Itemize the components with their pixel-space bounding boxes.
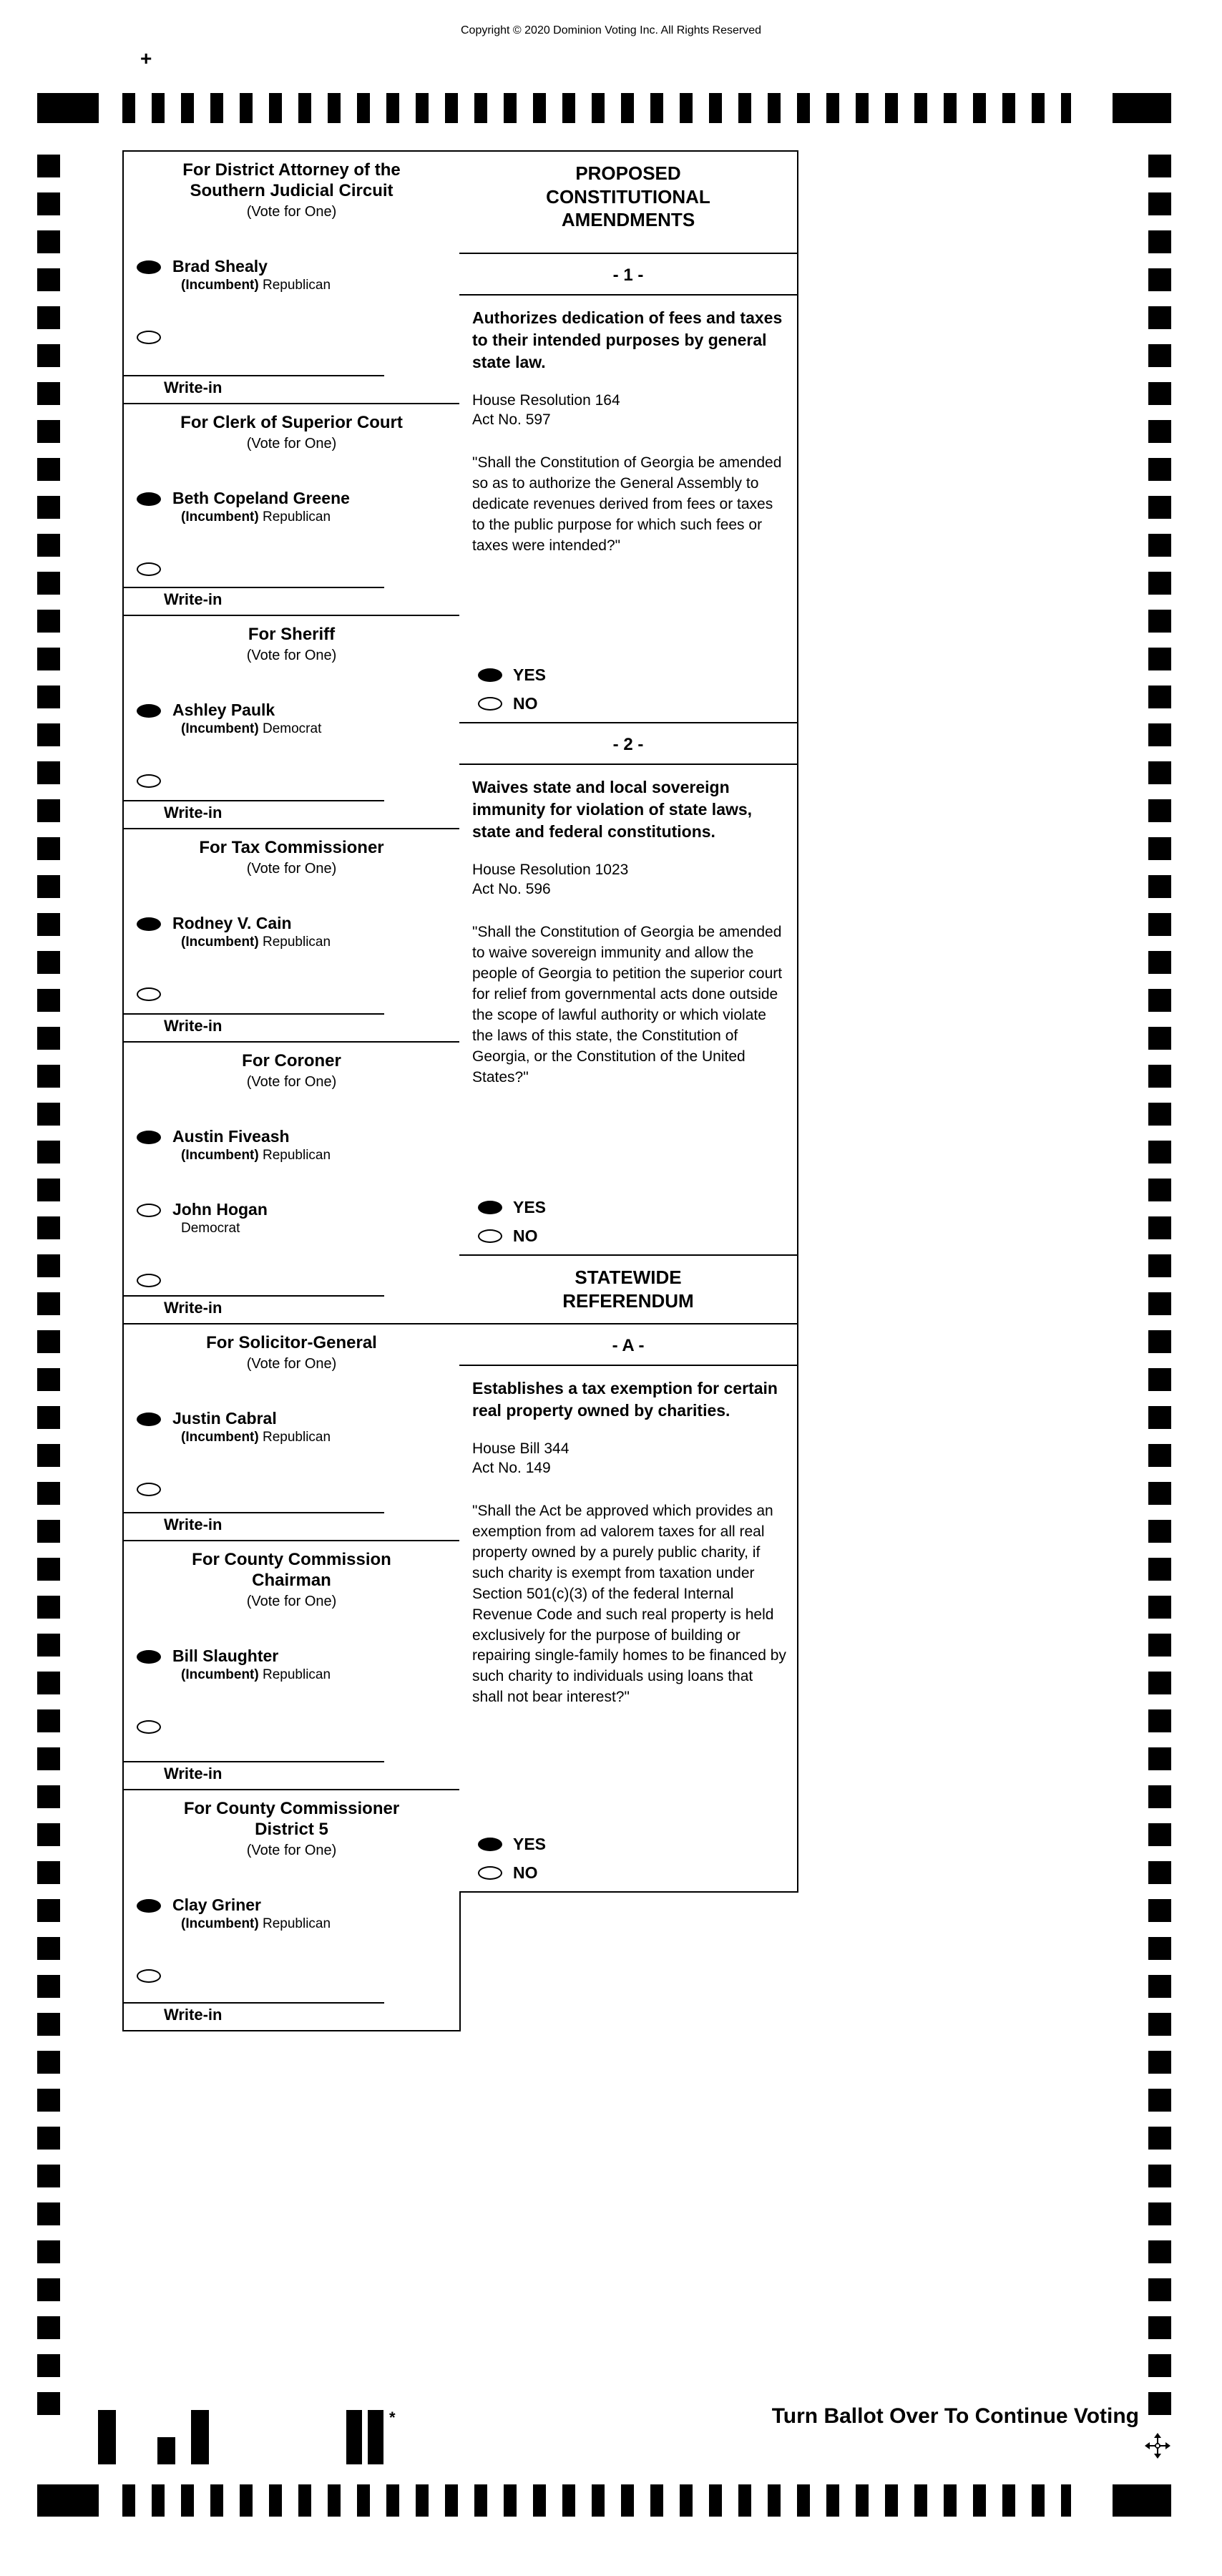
vote-oval-empty[interactable] xyxy=(137,1483,161,1496)
no-oval[interactable] xyxy=(478,697,502,711)
party-label: Republican xyxy=(263,277,331,293)
measure-summary: Waives state and local sovereign immunity for violation of state laws, state and federal constitutions. xyxy=(472,778,753,841)
contest-header xyxy=(124,829,459,877)
measure-amendment-2 xyxy=(459,723,797,1256)
act-line: House Resolution 164 xyxy=(472,392,620,409)
candidate-name: Bill Slaughter xyxy=(172,1646,279,1665)
write-in-oval-row xyxy=(137,1720,459,1734)
no-choice-row xyxy=(478,1226,546,1246)
referendum-header xyxy=(459,1256,797,1324)
vote-oval[interactable] xyxy=(137,492,161,506)
write-in-label: Write-in xyxy=(164,1299,223,1317)
incumbent-label: (Incumbent) xyxy=(181,721,259,737)
yes-oval[interactable] xyxy=(478,1838,502,1851)
header-line: STATEWIDE xyxy=(575,1267,682,1288)
contest-county-commissioner-district-5 xyxy=(124,1790,459,2030)
vote-oval-empty[interactable] xyxy=(137,774,161,788)
contest-district-attorney xyxy=(124,152,459,404)
registration-plus-mark: + xyxy=(140,47,152,69)
candidate-detail xyxy=(181,1221,268,1236)
contest-header xyxy=(124,1541,459,1610)
act-line: House Bill 344 xyxy=(472,1440,570,1458)
measure-question: "Shall the Constitution of Georgia be amended so as to authorize the General Assembly to dedicate revenues derived from fees or taxes to the public purpose for which such fees or taxes were intended?" xyxy=(472,454,782,554)
candidate-name: Austin Fiveash xyxy=(172,1126,290,1146)
ballot-code-bar xyxy=(157,2437,175,2464)
candidate-detail xyxy=(181,509,350,525)
contest-title-line: District 5 xyxy=(255,1819,328,1839)
vote-for-instruction: (Vote for One) xyxy=(246,1593,337,1609)
candidate-name: Rodney V. Cain xyxy=(172,913,292,932)
write-in-oval-row xyxy=(137,774,459,788)
measure-number: - 1 - xyxy=(459,254,797,296)
candidate-row xyxy=(137,489,452,525)
no-label: NO xyxy=(513,694,538,713)
vote-oval-empty[interactable] xyxy=(137,1720,161,1734)
write-in-area xyxy=(124,587,459,615)
contest-county-commission-chairman xyxy=(124,1541,459,1790)
contest-title-line: For County Commissioner xyxy=(183,1799,400,1818)
measure-question: "Shall the Constitution of Georgia be amended to waive sovereign immunity and allow the people of Georgia to petition the superior court for relief from governmental acts done outside the scope of lawful authority or which violate the laws of this state, the Constitution of Georgia, or the Constitution of the United States?" xyxy=(472,923,783,1085)
party-label: Republican xyxy=(263,1916,331,1931)
vote-for-instruction: (Vote for One) xyxy=(246,1842,337,1858)
yes-choice-row xyxy=(478,665,546,685)
measure-choices xyxy=(478,1198,546,1246)
incumbent-label: (Incumbent) xyxy=(181,1430,259,1445)
measure-number: - A - xyxy=(459,1324,797,1366)
measure-question: "Shall the Act be approved which provides an exemption from ad valorem taxes for all real property owned by a purely public charity, if such charity is exempt from taxation under Section 501(c)(3) of the federal Internal Revenue Code and such real property is held exclusively for the purpose of building or repairing single-family homes to be financed by such charity to individuals using loans that shall not bear interest?" xyxy=(472,1502,786,1706)
contest-title-line: For Clerk of Superior Court xyxy=(180,413,403,432)
write-in-oval-row xyxy=(137,1483,459,1496)
vote-for-instruction: (Vote for One) xyxy=(246,1073,337,1090)
ballot-code-bar xyxy=(368,2410,383,2464)
contest-title-line: For Solicitor-General xyxy=(206,1333,377,1352)
write-in-line[interactable] xyxy=(124,800,384,801)
write-in-oval-row xyxy=(137,562,459,576)
yes-label: YES xyxy=(513,665,547,684)
candidate-name: Brad Shealy xyxy=(172,256,268,275)
timing-mark-corner-bottom-right xyxy=(1113,2484,1171,2517)
write-in-area xyxy=(124,800,459,828)
measure-number: - 2 - xyxy=(459,723,797,765)
incumbent-label: (Incumbent) xyxy=(181,935,259,950)
act-line: Act No. 596 xyxy=(472,881,551,898)
amendments-header xyxy=(459,152,797,254)
measure-act xyxy=(459,391,797,430)
no-choice-row xyxy=(478,694,546,713)
timing-marks-left xyxy=(37,155,60,2416)
ballot-code-bar xyxy=(191,2410,209,2464)
measure-referendum-a xyxy=(459,1324,797,1891)
incumbent-label: (Incumbent) xyxy=(181,277,259,293)
vote-oval-empty[interactable] xyxy=(137,562,161,576)
candidate-detail xyxy=(181,1916,331,1932)
measures-column xyxy=(459,150,798,1893)
no-label: NO xyxy=(513,1863,538,1882)
vote-oval-empty[interactable] xyxy=(137,331,161,344)
write-in-area xyxy=(124,1295,459,1323)
contest-header xyxy=(124,616,459,664)
no-choice-row xyxy=(478,1863,546,1883)
measure-summary: Authorizes dedication of fees and taxes to their intended purposes by general state law. xyxy=(472,308,783,372)
contest-header xyxy=(124,404,459,452)
no-oval[interactable] xyxy=(478,1866,502,1880)
no-oval[interactable] xyxy=(478,1229,502,1243)
header-line: REFERENDUM xyxy=(562,1289,694,1312)
candidate-detail xyxy=(181,1148,331,1163)
candidate-row xyxy=(137,914,452,950)
candidate-name: Beth Copeland Greene xyxy=(172,488,350,507)
party-label: Republican xyxy=(263,509,331,525)
no-label: NO xyxy=(513,1226,538,1245)
yes-choice-row xyxy=(478,1835,546,1854)
candidate-detail xyxy=(181,721,321,737)
copyright-notice: Copyright © 2020 Dominion Voting Inc. All Rights Reserved xyxy=(460,24,761,36)
candidate-name: Clay Griner xyxy=(172,1895,261,1914)
write-in-label: Write-in xyxy=(164,804,223,821)
candidate-detail xyxy=(181,935,331,950)
write-in-area xyxy=(124,375,459,403)
write-in-line[interactable] xyxy=(124,587,384,588)
turn-ballot-over-text: Turn Ballot Over To Continue Voting xyxy=(771,2404,1139,2428)
candidate-detail xyxy=(181,1430,331,1445)
yes-label: YES xyxy=(513,1835,547,1853)
contest-sheriff xyxy=(124,616,459,829)
write-in-line[interactable] xyxy=(124,1761,384,1762)
candidate-row xyxy=(137,1201,452,1236)
write-in-oval-row xyxy=(137,1969,459,1983)
contest-header xyxy=(124,1043,459,1091)
write-in-oval-row xyxy=(137,987,459,1001)
act-line: Act No. 149 xyxy=(472,1460,551,1477)
candidate-row xyxy=(137,258,452,293)
write-in-oval-row xyxy=(137,1274,459,1287)
write-in-oval-row xyxy=(137,331,459,344)
write-in-line[interactable] xyxy=(124,1295,384,1297)
write-in-area xyxy=(124,1512,459,1540)
write-in-area xyxy=(124,1013,459,1041)
party-label: Republican xyxy=(263,1148,331,1163)
vote-for-instruction: (Vote for One) xyxy=(246,435,337,452)
vote-oval[interactable] xyxy=(137,260,161,274)
registration-cross-icon xyxy=(1143,2431,1172,2464)
candidate-row xyxy=(137,1410,452,1445)
yes-choice-row xyxy=(478,1198,546,1217)
vote-oval-empty[interactable] xyxy=(137,987,161,1001)
contest-title-line: For District Attorney of the xyxy=(182,160,401,180)
contest-title-line: Chairman xyxy=(252,1570,331,1590)
measure-summary: Establishes a tax exemption for certain real property owned by charities. xyxy=(472,1379,778,1420)
party-label: Republican xyxy=(263,935,331,950)
incumbent-label: (Incumbent) xyxy=(181,1916,259,1931)
vote-oval[interactable] xyxy=(137,1131,161,1144)
contest-title-line: For Tax Commissioner xyxy=(199,838,384,857)
candidate-detail xyxy=(181,278,331,293)
candidate-row xyxy=(137,1128,452,1163)
ballot-code-bar xyxy=(98,2410,116,2464)
vote-oval-empty[interactable] xyxy=(137,1274,161,1287)
candidate-row xyxy=(137,1647,452,1683)
contest-clerk-superior-court xyxy=(124,404,459,616)
vote-for-instruction: (Vote for One) xyxy=(246,203,337,220)
timing-marks-right xyxy=(1148,155,1171,2416)
party-label: Democrat xyxy=(263,721,322,737)
incumbent-label: (Incumbent) xyxy=(181,509,259,525)
contest-header xyxy=(124,1324,459,1372)
write-in-label: Write-in xyxy=(164,1516,223,1533)
vote-oval[interactable] xyxy=(137,1650,161,1664)
write-in-area xyxy=(124,2002,459,2030)
candidate-row xyxy=(137,1896,452,1932)
write-in-label: Write-in xyxy=(164,379,223,396)
act-line: House Resolution 1023 xyxy=(472,862,629,879)
candidate-name: John Hogan xyxy=(172,1200,268,1219)
candidate-name: Ashley Paulk xyxy=(172,700,275,719)
contest-title-line: For Sheriff xyxy=(248,625,336,644)
header-line: PROPOSED xyxy=(575,162,681,184)
contest-title-line: Southern Judicial Circuit xyxy=(190,180,394,200)
vote-for-instruction: (Vote for One) xyxy=(246,860,337,877)
measure-act xyxy=(459,1439,797,1478)
contest-column xyxy=(122,150,461,2031)
write-in-label: Write-in xyxy=(164,1017,223,1035)
vote-oval-empty[interactable] xyxy=(137,1969,161,1983)
ballot-code-bar xyxy=(346,2410,362,2464)
timing-marks-top xyxy=(122,93,1071,123)
yes-oval[interactable] xyxy=(478,668,502,682)
candidate-detail xyxy=(181,1667,331,1683)
header-line: AMENDMENTS xyxy=(561,209,695,230)
write-in-area xyxy=(124,1761,459,1789)
measure-choices xyxy=(478,665,546,713)
contest-title-line: For County Commission xyxy=(192,1550,391,1569)
write-in-label: Write-in xyxy=(164,590,223,608)
vote-oval[interactable] xyxy=(137,1204,161,1217)
contest-header xyxy=(124,152,459,220)
measure-act xyxy=(459,860,797,899)
timing-marks-bottom xyxy=(122,2484,1071,2517)
candidate-name: Justin Cabral xyxy=(172,1408,277,1428)
yes-oval[interactable] xyxy=(478,1201,502,1214)
vote-for-instruction: (Vote for One) xyxy=(246,1355,337,1372)
party-label: Democrat xyxy=(181,1221,240,1236)
timing-mark-corner-bottom-left xyxy=(37,2484,99,2517)
vote-oval[interactable] xyxy=(137,1413,161,1426)
contest-solicitor-general xyxy=(124,1324,459,1541)
timing-mark-corner-top-left xyxy=(37,93,99,123)
write-in-line[interactable] xyxy=(124,375,384,376)
vote-oval[interactable] xyxy=(137,917,161,931)
write-in-label: Write-in xyxy=(164,2006,223,2024)
yes-label: YES xyxy=(513,1198,547,1216)
write-in-label: Write-in xyxy=(164,1765,223,1782)
vote-oval[interactable] xyxy=(137,704,161,718)
party-label: Republican xyxy=(263,1430,331,1445)
incumbent-label: (Incumbent) xyxy=(181,1148,259,1163)
measure-amendment-1 xyxy=(459,254,797,723)
vote-for-instruction: (Vote for One) xyxy=(246,647,337,663)
write-in-line[interactable] xyxy=(124,1013,384,1015)
incumbent-label: (Incumbent) xyxy=(181,1667,259,1682)
write-in-line[interactable] xyxy=(124,2002,384,2004)
act-line: Act No. 597 xyxy=(472,411,551,429)
contest-tax-commissioner xyxy=(124,829,459,1043)
candidate-row xyxy=(137,701,452,737)
contest-title-line: For Coroner xyxy=(242,1051,341,1070)
measure-choices xyxy=(478,1835,546,1883)
write-in-line[interactable] xyxy=(124,1512,384,1513)
party-label: Republican xyxy=(263,1667,331,1682)
timing-mark-corner-top-right xyxy=(1113,93,1171,123)
vote-oval[interactable] xyxy=(137,1899,161,1913)
ballot-code-asterisk: * xyxy=(389,2409,396,2426)
header-line: CONSTITUTIONAL xyxy=(546,185,710,208)
contest-header xyxy=(124,1790,459,1859)
contest-coroner xyxy=(124,1043,459,1324)
